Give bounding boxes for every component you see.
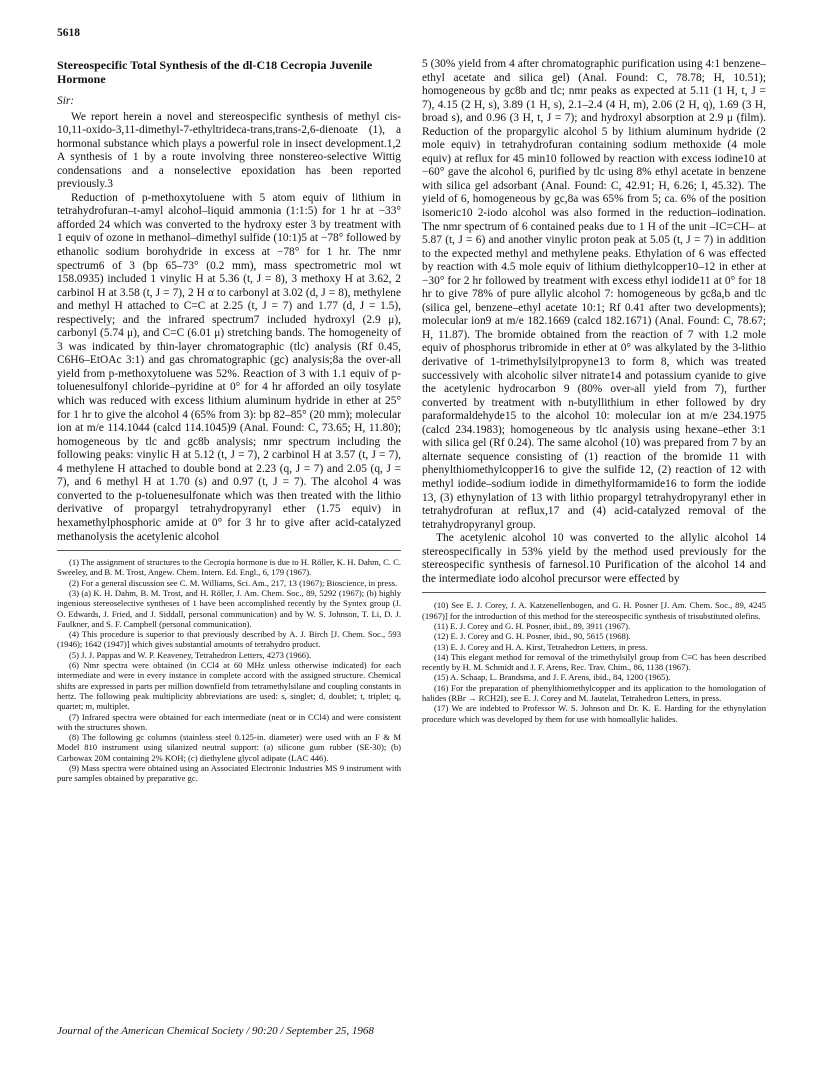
footnote: (8) The following gc columns (stainless steel 0.125-in. diameter) were used with an F & M Model 810 instrument using silanized neutral support: (a) silicone gum rubber (SE-30); (b) Carbowax 20M containing 2% KOH; (c) diethylene glycol adipate (LAC 446). xyxy=(57,732,401,763)
footnote: (14) This elegant method for removal of the trimethylsilyl group from C≡C has been described recently by H. M. Schmidt and J. F. Arens, Rec. Trav. Chim., 86, 1138 (1967). xyxy=(422,651,766,673)
footnote: (16) For the preparation of phenylthiomethylcopper and its application to the homologation of halides (RBr → RCH2I), see E. J. Corey and M. Jautelat, Tetrahedron Letters, in press. xyxy=(422,682,766,703)
footnote: (4) This procedure is superior to that previously described by A. J. Birch [J. Chem. Soc., 593 (1946); 1642 (1947)] which gives substantial amounts of tetrahydro product. xyxy=(57,629,401,650)
body-paragraph: We report herein a novel and stereospecific synthesis of methyl cis-10,11-oxido-3,11-dimethyl-7-ethyltrideca-trans,trans-2,6-dienoate (1), a hormonal substance which plays a powerful role in insect development.1,2 A synthesis of 1 by a route involving three nonstereo-selective Wittig condensations and a nonselective epoxidation has been reported previously.3 xyxy=(57,110,401,191)
footnote: (2) For a general discussion see C. M. Williams, Sci. Am., 217, 13 (1967); Bioscience, in press. xyxy=(69,577,398,588)
body-paragraph: The acetylenic alcohol 10 was converted to the allylic alcohol 14 stereospecifically in 53% yield by the method used previously for the stereospecific synthesis of farnesol.10 Purification of the alcohol 14 and the intermediate iodo alcohol precursor were effected by xyxy=(422,532,766,585)
footnote-divider xyxy=(57,550,401,551)
footnote: (6) Nmr spectra were obtained (in CCl4 at 60 MHz unless otherwise indicated) for each intermediate and were in every instance in complete accord with the assigned structure. Chemical shifts are expressed in parts per million downfield from tetramethylsilane and coupling constants in hertz. The following peak multiplicity abbreviations are used: s, singlet; d, doublet; t, triplet; q, quartet; m, multiplet. xyxy=(57,660,401,712)
footnote: (10) See E. J. Corey, J. A. Katzenellenbogen, and G. H. Posner [J. Am. Chem. Soc., 89, 4245 (1967)] for the introduction of this method for the stereospecific synthesis of trisubstituted olefins. xyxy=(422,600,766,621)
article-title: Stereospecific Total Synthesis of the dl-C18 Cecropia Juvenile Hormone xyxy=(57,58,373,86)
footnote: (12) E. J. Corey and G. H. Posner, ibid., 90, 5615 (1968). xyxy=(434,631,631,642)
footnotes-right xyxy=(422,600,766,724)
page-number: 5618 xyxy=(57,27,80,39)
body-paragraph: 5 (30% yield from 4 after chromatographic purification using 4:1 benzene–ethyl acetate and silica gel) (Anal. Found: C, 78.78; H, 10.51); homogeneous by gc8b and tlc; nmr peaks as expected at 5.11 (1 H, t, J = 7), 4.15 (2 H, s), 3.89 (1 H, s), 2.1–2.4 (4 H, m), 2.06 (2 H, q), 1.69 (3 H, broad s), and 0.96 (3 H, t, J = 7); and hydroxyl absorption at 2.9 μ (film). Reduction of the propargylic alcohol 5 by lithium aluminum hydride (2 mole equiv) in tetrahydrofuran containing sodium methoxide (4 mole equiv) at reflux for 45 min10 followed by reaction with excess iodine10 at −60° gave the alcohol 6, purified by tlc using 8% ethyl acetate in benzene with silica gel adsorbant (Anal. Found: C, 42.91; H, 6.26; I, 45.32). The yield of 6, homogeneous by gc,8a was 65% from 5; ca. 6% of the position isomeric10 2-iodo alcohol was also formed in the reduction–iodination. The nmr spectrum of 6 contained peaks due to 1 H of the unit –IC=CH– at 5.87 (t, J = 6) and another vinylic proton peak at 5.05 (t, J = 7) in addition to the expected methyl and methylene peaks. Ethylation of 6 was effected by reaction with 4.5 mole equiv of lithium diethylcopper10–12 in ether at −30° for 2 hr followed by treatment with excess ethyl iodide11 at 0° for 18 hr to give 78% of pure allylic alcohol 7: homogeneous by gc8a,b and tlc (silica gel, benzene–ethyl acetate 10:1; Rf 0.41 after two developments); molecular ion9 at m/e 182.1669 (calcd 182.1671) (Anal. Found: C, 78.67; H, 11.87). The bromide obtained from the reaction of 7 with 1.2 mole equiv of phosphorus tribromide in ether at 0° was alkylated by the 3-lithio derivative of 1-trimethylsilylpropyne13 to form 8, which was treated successively with alcoholic silver nitrate14 and potassium cyanide to give the acetylenic hydrocarbon 9 (80% over-all yield from 7), further converted by treatment with n-butyllithium in ether followed by dry paraformaldehyde15 to the alcohol 10: molecular ion at m/e 234.1975 (calcd 234.1983); homogeneous by tlc analysis using hexane–ether 3:1 with silica gel (Rf 0.24). The same alcohol (10) was prepared from 7 by an alternate sequence consisting of (1) reaction of the bromide 11 with phenylthiomethylcopper16 to give the sulfide 12, (2) reaction of 12 with methyl iodide–sodium iodide in dimethylformamide16 to form the iodide 13, (3) ethynylation of 13 with lithio propargyl tetrahydropyranyl ether in tetrahydrofuran at reflux,17 and (4) acid-catalyzed removal of the tetrahydropyranyl group. xyxy=(422,58,766,531)
footnotes-left xyxy=(57,557,401,784)
body-paragraph: Reduction of p-methoxytoluene with 5 atom equiv of lithium in tetrahydrofuran–t-amyl alcohol–liquid ammonia (1:1:5) for 1 hr at −33° afforded 24 which was converted to the hydroxy ester 3 by treatment with 1 equiv of ozone in methanol–dimethyl sulfide (10:1)5 at −78° followed by ethanolic sodium borohydride in excess at −78° for 1 hr. The nmr spectrum6 of 3 (bp 65–73° (0.2 mm), mass spectrometric mol wt 158.0935) included 1 vinylic H at 5.36 (t, J = 8), 3 methoxy H at 3.62, 2 carbinol H at 3.58 (t, J = 7), 2 H α to carbonyl at 3.02 (d, J = 8), methylene and methyl H attached to C=C at 2.25 (t, J = 7) and 1.77 (d, J = 1.5), respectively; and the infrared spectrum7 included hydroxyl (2.9 μ), carbonyl (5.74 μ), and C=C (6.01 μ) stretching bands. The homogeneity of 3 was indicated by thin-layer chromatographic (tlc) analysis (Rf 0.45, C6H6–EtOAc 3:1) and gas chromatographic (gc) analysis;8a the over-all yield from p-methoxytoluene was 52%. Reaction of 3 with 1.1 equiv of p-toluenesulfonyl chloride–pyridine at 0° for 4 hr afforded an oily tosylate which was reduced with excess lithium aluminum hydride in ether at 25° for 1 hr to give the alcohol 4 (65% from 3): bp 82–85° (20 mm); molecular ion at m/e 114.1044 (calcd 114.1045)9 (Anal. Found: C, 73.65; H, 11.80); homogeneous by tlc and gc8b analysis; nmr spectrum including the following peaks: vinylic H at 5.12 (t, J = 7), 2 carbinol H at 3.57 (t, J = 7), 4 methylene H attached to double bond at 2.23 (q, J = 7) and 2.05 (q, J = 7), and 6 methyl H at 1.70 (s) and 0.97 (t, J = 7). The alcohol 4 was converted to the p-toluenesulfonate which was then treated with the lithio derivative of propargyl tetrahydropyranyl ether (1.75 equiv) in hexamethylphosphoric amide at 0° for 3 hr to give after acid-catalyzed methanolysis the acetylenic alcohol xyxy=(57,191,401,543)
footnote: (15) A. Schaap, L. Brandsma, and J. F. Arens, ibid., 84, 1200 (1965). xyxy=(434,672,671,683)
footnote: (13) E. J. Corey and H. A. Kirst, Tetrahedron Letters, in press. xyxy=(434,641,648,652)
footnote: (7) Infrared spectra were obtained for each intermediate (neat or in CCl4) and were consistent with the structures shown. xyxy=(57,711,401,732)
left-column xyxy=(57,58,401,784)
footnote: (5) J. J. Pappas and W. P. Keaveney, Tetrahedron Letters, 4273 (1966). xyxy=(69,649,312,660)
salutation: Sir: xyxy=(57,95,75,107)
footnote: (9) Mass spectra were obtained using an Associated Electronic Industries MS 9 instrument with pure samples obtained by preparative gc. xyxy=(57,762,401,784)
footnote: (17) We are indebted to Professor W. S. Johnson and Dr. K. E. Harding for the ethynylation procedure which was developed by them for use with homoallylic halides. xyxy=(422,703,766,724)
footnote: (3) (a) K. H. Dahm, B. M. Trost, and H. Röller, J. Am. Chem. Soc., 89, 5292 (1967); (b) highly ingenious stereoselective syntheses of 1 have been accomplished recently by the Syntex group (J. O. Edwards, J. Fried, and J. Siddall, personal communication) and by W. S. Johnson, T. Li, D. J. Faulkner, and S. F. Campbell (personal communication). xyxy=(57,587,401,629)
right-column xyxy=(422,58,766,724)
footnote: (11) E. J. Corey and G. H. Posner, ibid., 89, 3911 (1967). xyxy=(434,620,631,631)
footnote: (1) The assignment of structures to the Cecropia hormone is due to H. Röller, K. H. Dahm, C. C. Sweeley, and B. M. Trost, Angew. Chem. Intern. Ed. Engl., 6, 179 (1967). xyxy=(57,557,401,578)
footnote-divider xyxy=(422,592,766,593)
journal-footer: Journal of the American Chemical Society / 90:20 / September 25, 1968 xyxy=(57,1025,374,1037)
